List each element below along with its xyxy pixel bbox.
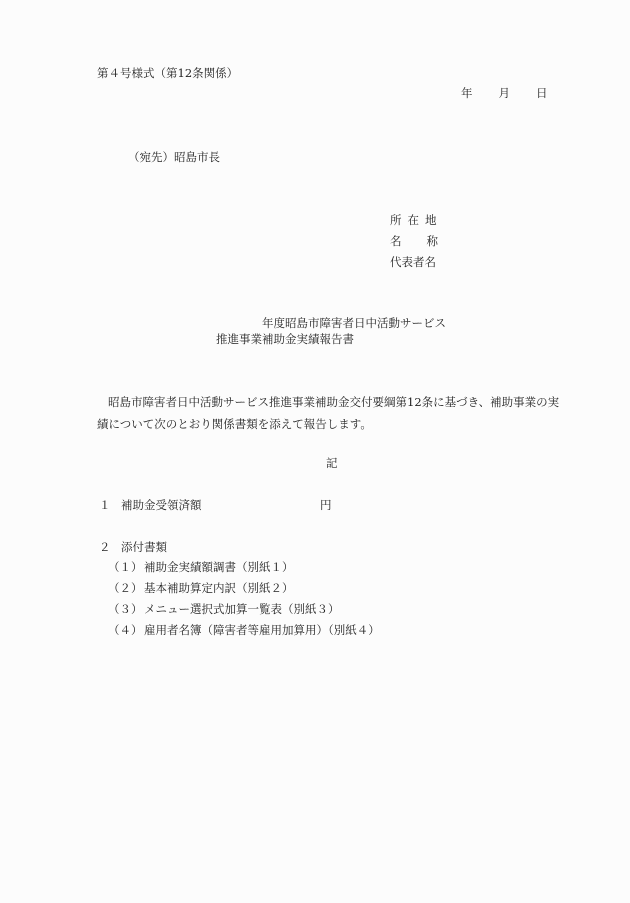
- applicant-representative-row: [390, 257, 438, 278]
- applicant-name-row: [390, 234, 463, 257]
- item-subsidy-received: [99, 498, 332, 512]
- addressee: （宛先）昭島市長: [128, 150, 220, 164]
- ki-heading: 記: [326, 456, 338, 470]
- item-attachments: [99, 542, 167, 554]
- attachment-label: 雇用者名簿（障害者等雇用加算用）（別紙４）: [144, 623, 380, 637]
- applicant-block: [390, 213, 463, 278]
- list-item: [108, 562, 380, 583]
- representative-label: 代表者名: [390, 255, 436, 269]
- document-title-line1: 年度昭島市障害者日中活動サービス: [262, 316, 446, 330]
- list-item: [108, 604, 380, 625]
- item1-unit: 円: [320, 498, 332, 512]
- item2-number: ２: [99, 540, 111, 554]
- attachment-number: （１）: [108, 560, 143, 574]
- list-item: [108, 583, 380, 604]
- date-month: 月: [498, 86, 510, 100]
- form-id: 第４号様式（第12条関係）: [97, 66, 239, 80]
- attachments-list: [108, 562, 380, 646]
- date-line: [461, 88, 548, 100]
- item1-number: １: [99, 498, 111, 512]
- item2-label: 添付書類: [121, 540, 167, 554]
- attachment-number: （４）: [108, 623, 143, 637]
- list-item: [108, 625, 380, 646]
- date-day: 日: [536, 86, 548, 100]
- item1-label: 補助金受領済額: [121, 498, 202, 512]
- attachment-label: メニュー選択式加算一覧表（別紙３）: [144, 602, 340, 616]
- address-label: 所在地: [390, 213, 443, 227]
- attachment-number: （２）: [108, 581, 143, 595]
- document-title-line2: 推進事業補助金実績報告書: [216, 332, 354, 346]
- attachment-label: 補助金実績額調書（別紙１）: [144, 560, 294, 574]
- date-year: 年: [461, 86, 473, 100]
- applicant-address-row: [390, 213, 443, 236]
- name-label: 名称: [390, 234, 463, 248]
- attachment-number: （３）: [108, 602, 143, 616]
- body-paragraph: 昭島市障害者日中活動サービス推進事業補助金交付要綱第12条に基づき、補助事業の実績について次のとおり関係書類を添えて報告します。: [97, 395, 560, 431]
- attachment-label: 基本補助算定内訳（別紙２）: [144, 581, 294, 595]
